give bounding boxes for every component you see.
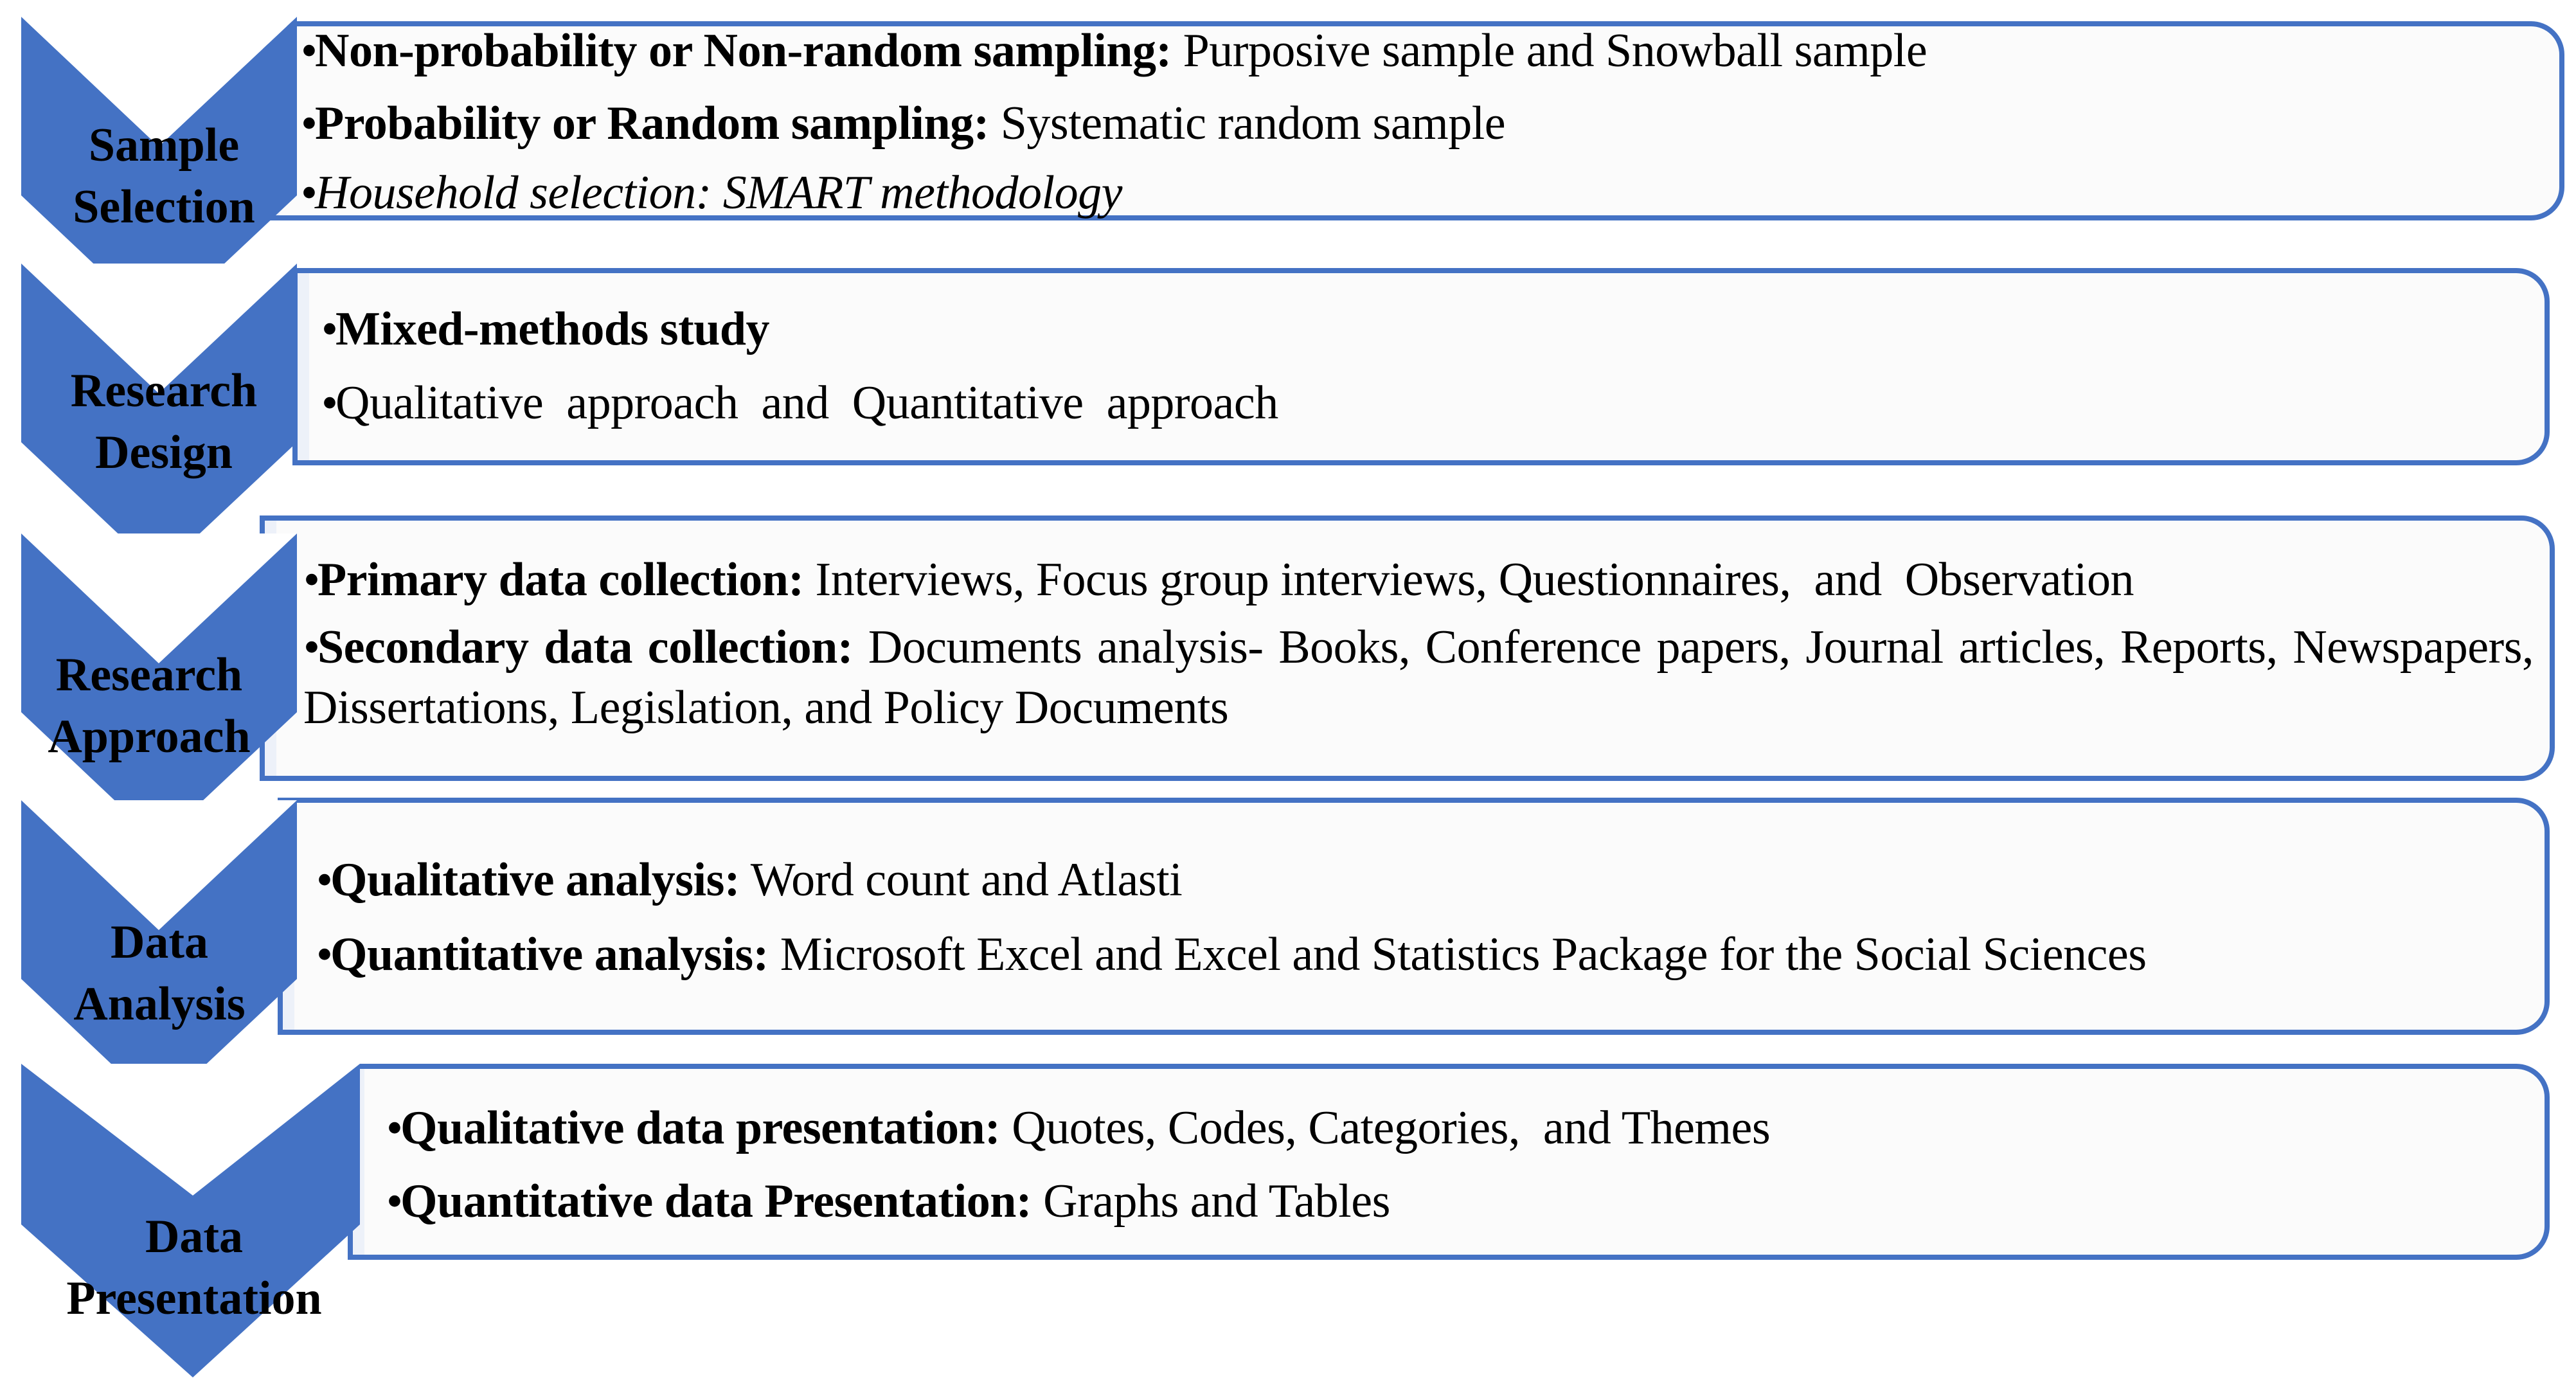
bullet-icon: • xyxy=(386,1175,403,1228)
bullet-icon: • xyxy=(301,166,318,219)
bullet-icon: • xyxy=(303,553,320,606)
step-label-data-presentation: Data Presentation xyxy=(66,1210,322,1325)
list-item: •Household selection: SMART methodology xyxy=(301,166,1122,219)
step-label-research-design: Research Design xyxy=(70,364,258,479)
list-item: •Primary data collection: Interviews, Focus group interviews, Questionnaires, and Observation xyxy=(303,553,2134,606)
list-item: •Non-probability or Non-random sampling: Purposive sample and Snowball sample xyxy=(301,24,1928,77)
bullet-icon: • xyxy=(316,854,333,906)
content-box-data-presentation xyxy=(348,1064,2550,1260)
list-item: •Probability or Random sampling: Systematic random sample xyxy=(301,97,1506,150)
step-label-sample-selection: Sample Selection xyxy=(73,119,255,233)
list-item: •Secondary data collection: Documents analysis- Books, Conference papers, Journal articles, Reports, Newspapers, Dissertations, Legislation, and Policy Documents xyxy=(303,617,2534,738)
list-item: •Mixed-methods study xyxy=(321,303,770,355)
step-label-research-approach: Research Approach xyxy=(48,649,251,763)
bullet-icon: • xyxy=(301,97,318,150)
bullet-icon: • xyxy=(386,1102,403,1154)
list-item: •Qualitative data presentation: Quotes, Codes, Categories, and Themes xyxy=(386,1102,1771,1154)
content-box-data-analysis xyxy=(278,798,2550,1035)
bullet-icon: • xyxy=(316,928,333,981)
bullet-icon: • xyxy=(301,24,318,77)
list-item: •Qualitative approach and Quantitative approach xyxy=(321,377,1278,429)
list-item: •Quantitative data Presentation: Graphs and Tables xyxy=(386,1175,1390,1228)
bullet-icon: • xyxy=(303,621,320,674)
bullet-icon: • xyxy=(321,377,338,429)
list-item: •Quantitative analysis: Microsoft Excel and Excel and Statistics Package for the Social Sciences xyxy=(316,928,2147,981)
content-box-research-design xyxy=(292,268,2550,465)
list-item: •Qualitative analysis: Word count and Atlasti xyxy=(316,854,1183,906)
step-label-data-analysis: Data Analysis xyxy=(73,916,246,1030)
bullet-icon: • xyxy=(321,303,338,355)
